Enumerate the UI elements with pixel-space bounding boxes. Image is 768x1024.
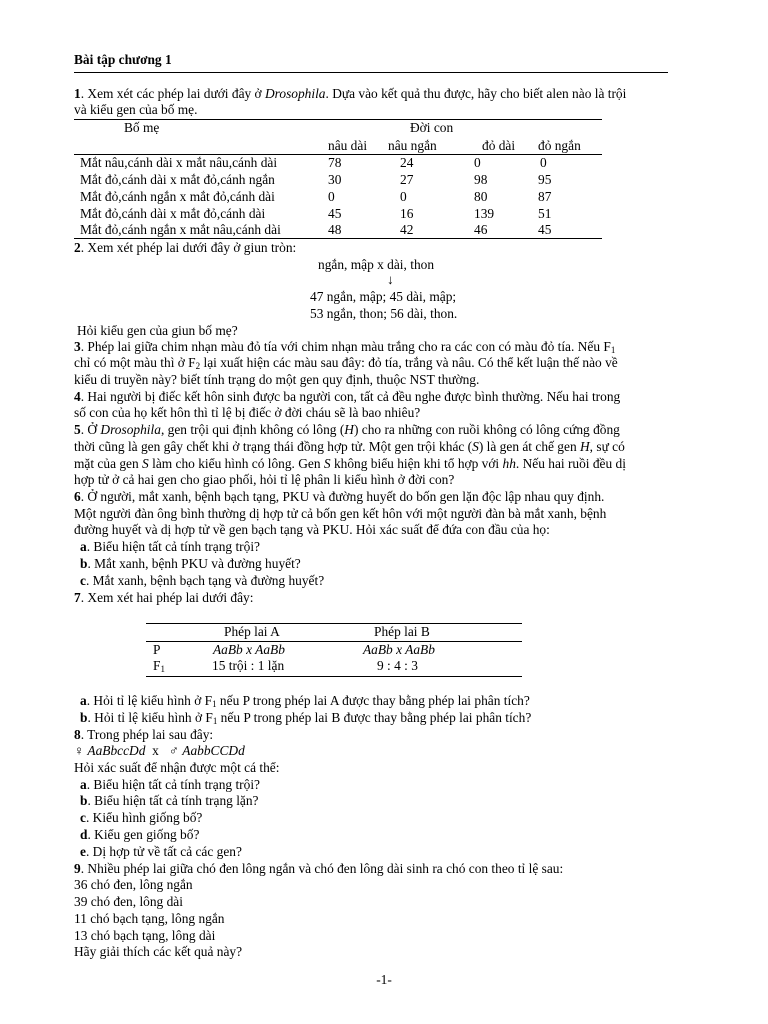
q7-fb: 9 : 4 : 3 [377, 658, 418, 673]
q2-result2: 53 ngắn, thon; 56 dài, thon. [310, 306, 458, 321]
q7-table-bottom-rule [146, 676, 522, 677]
cross-cell: Mắt đỏ,cánh ngắn x mắt đỏ,cánh dài [80, 189, 275, 204]
title-rule [74, 72, 668, 73]
q8-item-c: c. Kiểu hình giống bố? [80, 810, 203, 825]
q7-col-b: Phép lai B [374, 624, 430, 639]
q3-line3: kiểu di truyền này? biết tính trạng do một gen quy định, thuộc NST thường. [74, 372, 480, 387]
q6-line1: 6. Ở người, mắt xanh, bệnh bạch tạng, PKU và đường huyết do bốn gen lặn độc lập nhau quy định. [74, 489, 605, 504]
value-cell: 0 [400, 189, 407, 204]
q8-item-b: b. Biểu hiện tất cả tính trạng lặn? [80, 793, 259, 808]
q6-line2: Một người đàn ông bình thường dị hợp tử cả bốn gen kết hôn với một người đàn bà mắt xanh, bệnh [74, 506, 607, 521]
value-cell: 24 [400, 155, 414, 170]
value-cell: 30 [328, 172, 342, 187]
q7-row-f: $F_1$ [153, 658, 165, 674]
value-cell: 139 [474, 206, 495, 221]
q5-line4: hợp tử ở cả hai gen cho giao phối, hỏi tỉ lệ phân li kiểu hình ở đời con? [74, 472, 455, 487]
value-cell: 27 [400, 172, 414, 187]
q9-result: 36 chó đen, lông ngắn [74, 877, 193, 892]
value-cell: 0 [540, 155, 547, 170]
value-cell: 98 [474, 172, 488, 187]
q6-item-a: a. Biểu hiện tất cả tính trạng trội? [80, 539, 260, 554]
q5-line1: 5. Ở Drosophila, gen trội qui định không có lông (H) cho ra những con ruồi không có lông cứng đồng [74, 422, 620, 437]
q3-line2: chỉ có một màu thì ở $F_2$ lại xuất hiện các màu sau đây: đỏ tía, trắng và nâu. Có thể kết luận thế nào về [74, 355, 618, 371]
q9-result: 11 chó bạch tạng, lông ngắn [74, 911, 225, 926]
q1-parents-header: Bố mẹ [124, 120, 160, 135]
q2-line1: 2. Xem xét phép lai dưới đây ở giun tròn: [74, 240, 297, 255]
q6-item-b: b. Mắt xanh, bệnh PKU và đường huyết? [80, 556, 301, 571]
value-cell: 45 [328, 206, 342, 221]
q1-col-header: nâu ngắn [388, 138, 437, 153]
page-title: Bài tập chương 1 [74, 52, 172, 67]
q2-cross: ngắn, mập x dài, thon [318, 257, 435, 272]
q9-result: 13 chó bạch tạng, lông dài [74, 928, 216, 943]
value-cell: 0 [474, 155, 481, 170]
q7-pa: AaBb x AaBb [213, 642, 285, 657]
value-cell: 45 [538, 222, 552, 237]
value-cell: 80 [474, 189, 488, 204]
q1-col-header: đỏ ngắn [538, 138, 581, 153]
q1-col-header: nâu dài [328, 138, 368, 153]
value-cell: 42 [400, 222, 414, 237]
q7-pb: AaBb x AaBb [363, 642, 435, 657]
cross-cell: Mắt nâu,cánh dài x mắt nâu,cánh dài [80, 155, 278, 170]
male-icon: ♂ [168, 743, 179, 758]
cross-cell: Mắt đỏ,cánh ngắn x mắt nâu,cánh dài [80, 222, 281, 237]
q3-line1: 3. Phép lai giữa chim nhạn màu đỏ tía với chim nhạn màu trắng cho ra các con có màu đỏ tía. Nếu $F_1$ [74, 339, 616, 355]
q6-item-c: c. Mắt xanh, bệnh bạch tạng và đường huyết? [80, 573, 325, 588]
q5-line2: thời cũng là gen gây chết khi ở trạng thái đồng hợp tử. Một gen trội khác (S) là gen át chế gen H, sự có [74, 439, 625, 454]
down-arrow-icon: ↓ [387, 272, 394, 287]
q1-col-header: đỏ dài [482, 138, 516, 153]
q7-item-a: a. Hỏi tỉ lệ kiểu hình ở $F_1$ nếu P trong phép lai A được thay bằng phép lai phân tích? [80, 693, 530, 709]
q4-line2: số con của họ kết hôn thì tỉ lệ bị điếc ở đời cháu sẽ là bao nhiêu? [74, 405, 421, 420]
q7-fa: 15 trội : 1 lặn [212, 658, 285, 673]
q7-item-b: b. Hỏi tỉ lệ kiểu hình ở $F_1$ nếu P trong phép lai B được thay bằng phép lai phân tích? [80, 710, 532, 726]
value-cell: 95 [538, 172, 552, 187]
q1-offspring-header: Đời con [410, 120, 454, 135]
q7-line1: 7. Xem xét hai phép lai dưới đây: [74, 590, 254, 605]
q2-question: Hỏi kiểu gen của giun bố mẹ? [77, 323, 238, 338]
value-cell: 16 [400, 206, 414, 221]
value-cell: 87 [538, 189, 552, 204]
q8-cross: ♀ AaBbccDd x ♂ AabbCCDd [74, 743, 245, 758]
cross-cell: Mắt đỏ,cánh dài x mắt đỏ,cánh dài [80, 206, 266, 221]
q1-table-bottom-rule [74, 238, 602, 239]
value-cell: 46 [474, 222, 488, 237]
q8-line1: 8. Trong phép lai sau đây: [74, 727, 214, 742]
q8-item-d: d. Kiểu gen giống bố? [80, 827, 200, 842]
page-number: -1- [376, 972, 392, 987]
q5-line3: mặt của gen S làm cho kiểu hình có lông. Gen S không biểu hiện khi tổ hợp với hh. Nếu hai ruồi đều dị [74, 456, 626, 471]
q8-item-a: a. Biểu hiện tất cả tính trạng trội? [80, 777, 260, 792]
q8-item-e: e. Dị hợp tử về tất cả các gen? [80, 844, 242, 859]
cross-cell: Mắt đỏ,cánh dài x mắt đỏ,cánh ngắn [80, 172, 275, 187]
value-cell: 78 [328, 155, 342, 170]
q8-question: Hỏi xác suất để nhận được một cá thể: [74, 760, 280, 775]
q7-col-a: Phép lai A [224, 624, 280, 639]
q7-table-top-rule [146, 623, 522, 624]
q6-line3: đường huyết và dị hợp tử về gen bạch tạng và PKU. Hỏi xác suất để đứa con đầu của họ: [74, 522, 550, 537]
q9-line1: 9. Nhiều phép lai giữa chó đen lông ngắn và chó đen lông dài sinh ra chó con theo tỉ lệ sau: [74, 861, 564, 876]
value-cell: 48 [328, 222, 342, 237]
q2-result1: 47 ngắn, mập; 45 dài, mập; [310, 289, 457, 304]
q9-question: Hãy giải thích các kết quả này? [74, 944, 243, 959]
value-cell: 0 [328, 189, 335, 204]
q9-result: 39 chó đen, lông dài [74, 894, 183, 909]
q1-line2: và kiểu gen của bố mẹ. [74, 102, 198, 117]
q7-row-p: P [153, 642, 161, 657]
value-cell: 51 [538, 206, 552, 221]
q1-line1: 1. Xem xét các phép lai dưới đây ở Drosophila. Dựa vào kết quả thu được, hãy cho biết alen nào là trội [74, 86, 627, 101]
female-icon: ♀ [74, 743, 85, 758]
q4-line1: 4. Hai người bị điếc kết hôn sinh được ba người con, tất cả đều nghe được bình thường. Nếu hai trong [74, 389, 621, 404]
q7-table-header-rule [146, 641, 522, 642]
